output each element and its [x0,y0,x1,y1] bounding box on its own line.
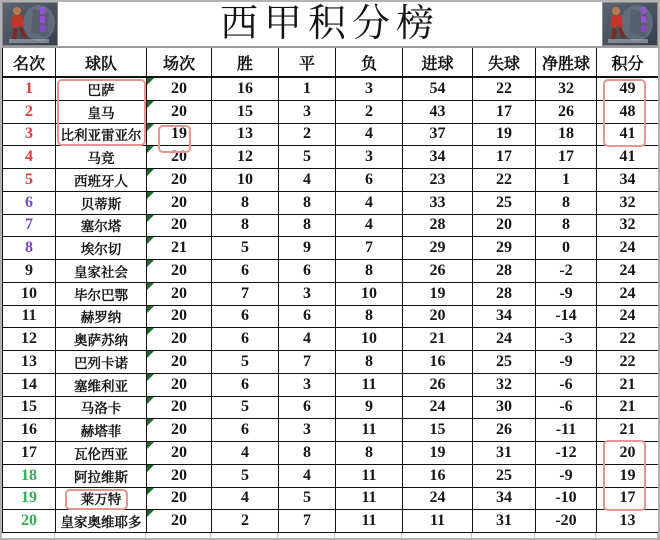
loss-cell: 11 [336,510,403,532]
gf-cell: 26 [403,374,473,396]
gf-cell: 37 [403,124,473,146]
team-cell: 贝蒂斯 [56,192,147,214]
played-value: 20 [171,330,187,348]
pts-cell: 24 [597,237,659,259]
table-row [2,306,658,329]
table-row [2,419,658,442]
gd-cell: 17 [536,146,597,168]
rank-cell: 4 [3,146,56,168]
rank-cell: 8 [3,237,56,259]
cutoff-cell [278,533,335,538]
table-row [2,124,658,147]
rank-cell: 15 [3,397,56,419]
ga-cell: 25 [473,192,536,214]
rank-cell: 2 [3,101,56,123]
gf-cell: 20 [403,306,473,328]
gd-cell: -6 [536,397,597,419]
gf-cell: 34 [403,146,473,168]
column-header-8: 净胜球 [536,48,597,76]
draw-cell: 6 [279,306,336,328]
draw-cell: 3 [279,101,336,123]
played-cell [147,101,212,123]
team-cell: 塞维利亚 [56,374,147,396]
cutoff-cell [535,533,596,538]
cutoff-cell [55,533,146,538]
ga-cell: 32 [473,374,536,396]
played-value: 20 [171,79,187,97]
draw-cell: 8 [279,192,336,214]
ga-cell: 34 [473,488,536,510]
draw-cell: 7 [279,351,336,373]
played-value: 20 [171,148,187,166]
gf-cell: 26 [403,260,473,282]
page-title: 西甲积分榜 [219,3,440,45]
rank-cell: 10 [3,283,56,305]
loss-cell: 8 [336,351,403,373]
table-header-row [2,48,658,78]
played-cell [147,351,212,373]
pts-cell: 21 [597,419,659,441]
played-value: 19 [171,125,187,143]
ga-cell: 31 [473,442,536,464]
pts-cell: 41 [597,124,659,146]
played-value: 20 [171,375,187,393]
played-cell [147,465,212,487]
gd-cell: 8 [536,192,597,214]
loss-cell: 3 [336,78,403,100]
draw-cell: 8 [279,442,336,464]
rank-cell: 20 [3,510,56,532]
pts-cell: 13 [597,510,659,532]
played-cell [147,510,212,532]
gd-cell: 26 [536,101,597,123]
played-cell [147,215,212,237]
team-cell: 塞尔塔 [56,215,147,237]
team-cell: 皇家社会 [56,260,147,282]
win-cell: 6 [212,419,279,441]
pts-cell: 48 [597,101,659,123]
draw-cell: 3 [279,419,336,441]
loss-cell: 10 [336,328,403,350]
played-cell [147,192,212,214]
win-cell: 12 [212,146,279,168]
win-cell: 6 [212,374,279,396]
comment-triangle-icon [147,215,154,222]
played-value: 20 [171,102,187,120]
comment-triangle-icon [147,237,154,244]
table-row [2,283,658,306]
ga-cell: 29 [473,237,536,259]
gd-cell: -9 [536,465,597,487]
gd-cell: 0 [536,237,597,259]
played-cell [147,306,212,328]
win-cell: 6 [212,260,279,282]
rank-cell: 16 [3,419,56,441]
cutoff-cell [2,533,55,538]
pts-cell: 32 [597,215,659,237]
comment-triangle-icon [147,397,154,404]
draw-cell: 6 [279,397,336,419]
gd-cell: 18 [536,124,597,146]
comment-triangle-icon [147,488,154,495]
gd-cell: -3 [536,328,597,350]
pts-cell: 24 [597,306,659,328]
loss-cell: 11 [336,488,403,510]
loss-cell: 9 [336,397,403,419]
comment-triangle-icon [147,306,154,313]
team-cell: 西班牙人 [56,169,147,191]
played-value: 20 [171,307,187,325]
team-cell: 巴萨 [56,78,147,100]
gd-cell: -12 [536,442,597,464]
loss-cell: 8 [336,260,403,282]
win-cell: 5 [212,397,279,419]
team-cell: 瓦伦西亚 [56,442,147,464]
win-cell: 8 [212,215,279,237]
played-value: 20 [171,193,187,211]
cutoff-cell [211,533,278,538]
comment-triangle-icon [147,465,154,472]
cutoff-row-strip [2,533,658,538]
win-cell: 5 [212,465,279,487]
draw-cell: 5 [279,146,336,168]
pts-cell: 24 [597,283,659,305]
ga-cell: 22 [473,169,536,191]
column-header-3: 胜 [212,48,279,76]
rank-cell: 9 [3,260,56,282]
pts-cell: 34 [597,169,659,191]
gf-cell: 11 [403,510,473,532]
table-row [2,215,658,238]
comment-triangle-icon [147,442,154,449]
table-row [2,510,658,533]
cutoff-cell [335,533,402,538]
loss-cell: 11 [336,374,403,396]
played-value: 20 [171,284,187,302]
pts-cell: 41 [597,146,659,168]
table-row [2,397,658,420]
win-cell: 4 [212,442,279,464]
played-value: 20 [171,443,187,461]
team-cell: 皇家奥维耶多 [56,510,147,532]
comment-triangle-icon [147,374,154,381]
played-value: 20 [171,489,187,507]
win-cell: 7 [212,283,279,305]
ga-cell: 30 [473,397,536,419]
rank-cell: 3 [3,124,56,146]
rank-cell: 14 [3,374,56,396]
ga-cell: 28 [473,260,536,282]
ga-cell: 25 [473,465,536,487]
gf-cell: 43 [403,101,473,123]
draw-cell: 5 [279,488,336,510]
draw-cell: 8 [279,215,336,237]
gf-cell: 16 [403,351,473,373]
comment-triangle-icon [147,510,154,517]
loss-cell: 8 [336,306,403,328]
win-cell: 4 [212,488,279,510]
pts-cell: 22 [597,351,659,373]
pts-cell: 32 [597,192,659,214]
rank-cell: 1 [3,78,56,100]
ga-cell: 17 [473,146,536,168]
loss-cell: 3 [336,146,403,168]
played-value: 20 [171,352,187,370]
gf-cell: 23 [403,169,473,191]
table-row [2,260,658,283]
gd-cell: -20 [536,510,597,532]
comment-triangle-icon [147,283,154,290]
draw-cell: 2 [279,124,336,146]
draw-cell: 1 [279,78,336,100]
pts-cell: 20 [597,442,659,464]
played-value: 20 [171,466,187,484]
column-header-7: 失球 [473,48,536,76]
played-value: 20 [171,421,187,439]
loss-cell: 2 [336,101,403,123]
played-cell [147,374,212,396]
column-header-0: 名次 [3,48,56,76]
win-cell: 8 [212,192,279,214]
played-cell [147,146,212,168]
gf-cell: 54 [403,78,473,100]
comment-triangle-icon [147,124,154,131]
loss-cell: 4 [336,124,403,146]
played-cell [147,260,212,282]
team-cell: 马洛卡 [56,397,147,419]
cutoff-cell [472,533,535,538]
ga-cell: 31 [473,510,536,532]
gd-cell: -2 [536,260,597,282]
pts-cell: 19 [597,465,659,487]
gd-cell: 32 [536,78,597,100]
loss-cell: 4 [336,192,403,214]
rank-cell: 5 [3,169,56,191]
pts-cell: 21 [597,397,659,419]
gf-cell: 15 [403,419,473,441]
played-value: 20 [171,261,187,279]
gf-cell: 19 [403,283,473,305]
comment-triangle-icon [147,260,154,267]
column-header-1: 球队 [56,48,147,76]
comment-triangle-icon [147,351,154,358]
draw-cell: 4 [279,465,336,487]
loss-cell: 11 [336,419,403,441]
table-row [2,351,658,374]
team-cell: 皇马 [56,101,147,123]
draw-cell: 4 [279,328,336,350]
gd-cell: -6 [536,374,597,396]
title-bar [2,2,658,48]
team-cell: 毕尔巴鄂 [56,283,147,305]
table-row [2,442,658,465]
rank-cell: 12 [3,328,56,350]
gf-cell: 33 [403,192,473,214]
gd-cell: -14 [536,306,597,328]
table-body [2,78,658,533]
column-header-9: 积分 [597,48,659,76]
team-cell: 马竞 [56,146,147,168]
comment-triangle-icon [147,146,154,153]
comment-triangle-icon [147,101,154,108]
team-cell: 埃尔切 [56,237,147,259]
gf-cell: 21 [403,328,473,350]
win-cell: 15 [212,101,279,123]
rank-cell: 6 [3,192,56,214]
draw-cell: 3 [279,283,336,305]
played-cell [147,419,212,441]
win-cell: 13 [212,124,279,146]
rank-cell: 13 [3,351,56,373]
table-row [2,192,658,215]
draw-cell: 9 [279,237,336,259]
win-cell: 10 [212,169,279,191]
played-value: 20 [171,216,187,234]
played-cell [147,488,212,510]
win-cell: 6 [212,328,279,350]
table-row [2,488,658,511]
team-cell: 阿拉维斯 [56,465,147,487]
rank-cell: 18 [3,465,56,487]
comment-triangle-icon [147,192,154,199]
pts-cell: 17 [597,488,659,510]
loss-cell: 8 [336,442,403,464]
team-cell: 比利亚雷亚尔 [56,124,147,146]
loss-cell: 10 [336,283,403,305]
played-cell [147,237,212,259]
team-cell: 巴列卡诺 [56,351,147,373]
cutoff-cell [596,533,658,538]
gf-cell: 24 [403,397,473,419]
loss-cell: 4 [336,215,403,237]
win-cell: 2 [212,510,279,532]
played-value: 20 [171,170,187,188]
played-cell [147,124,212,146]
team-cell: 奥萨苏纳 [56,328,147,350]
gd-cell: -11 [536,419,597,441]
table-row [2,146,658,169]
ga-cell: 26 [473,419,536,441]
rank-cell: 7 [3,215,56,237]
win-cell: 6 [212,306,279,328]
gf-cell: 28 [403,215,473,237]
gf-cell: 29 [403,237,473,259]
column-header-6: 进球 [403,48,473,76]
draw-cell: 6 [279,260,336,282]
table-row [2,101,658,124]
loss-cell: 7 [336,237,403,259]
comment-triangle-icon [147,78,154,85]
comment-triangle-icon [147,169,154,176]
table-row [2,78,658,101]
comment-triangle-icon [147,419,154,426]
table-row [2,465,658,488]
column-header-2: 场次 [147,48,212,76]
draw-cell: 3 [279,374,336,396]
win-cell: 16 [212,78,279,100]
team-cell: 赫罗纳 [56,306,147,328]
ga-cell: 19 [473,124,536,146]
team-cell: 赫塔菲 [56,419,147,441]
rank-cell: 17 [3,442,56,464]
played-cell [147,442,212,464]
loss-cell: 11 [336,465,403,487]
loss-cell: 6 [336,169,403,191]
table-row [2,169,658,192]
table-row [2,374,658,397]
ga-cell: 25 [473,351,536,373]
played-value: 20 [171,512,187,530]
played-cell [147,283,212,305]
pts-cell: 22 [597,328,659,350]
played-cell [147,328,212,350]
pts-cell: 21 [597,374,659,396]
table-row [2,328,658,351]
team-cell: 莱万特 [56,488,147,510]
draw-cell: 7 [279,510,336,532]
column-header-5: 负 [336,48,403,76]
ga-cell: 22 [473,78,536,100]
gd-cell: -10 [536,488,597,510]
soccer-player-image [603,3,657,45]
cutoff-cell [402,533,472,538]
gf-cell: 16 [403,465,473,487]
played-cell [147,397,212,419]
table-row [2,237,658,260]
played-cell [147,169,212,191]
gf-cell: 19 [403,442,473,464]
pts-cell: 49 [597,78,659,100]
ga-cell: 34 [473,306,536,328]
ga-cell: 17 [473,101,536,123]
played-value: 20 [171,398,187,416]
ga-cell: 28 [473,283,536,305]
column-header-4: 平 [279,48,336,76]
gd-cell: 1 [536,169,597,191]
played-cell [147,78,212,100]
ga-cell: 20 [473,215,536,237]
comment-triangle-icon [147,328,154,335]
played-value: 21 [171,239,187,257]
draw-cell: 4 [279,169,336,191]
win-cell: 5 [212,237,279,259]
rank-cell: 11 [3,306,56,328]
cutoff-cell [146,533,211,538]
pts-cell: 24 [597,260,659,282]
rank-cell: 19 [3,488,56,510]
gd-cell: 8 [536,215,597,237]
ga-cell: 24 [473,328,536,350]
gd-cell: -9 [536,351,597,373]
win-cell: 5 [212,351,279,373]
gd-cell: -9 [536,283,597,305]
soccer-player-photo-right [602,2,658,46]
gf-cell: 24 [403,488,473,510]
